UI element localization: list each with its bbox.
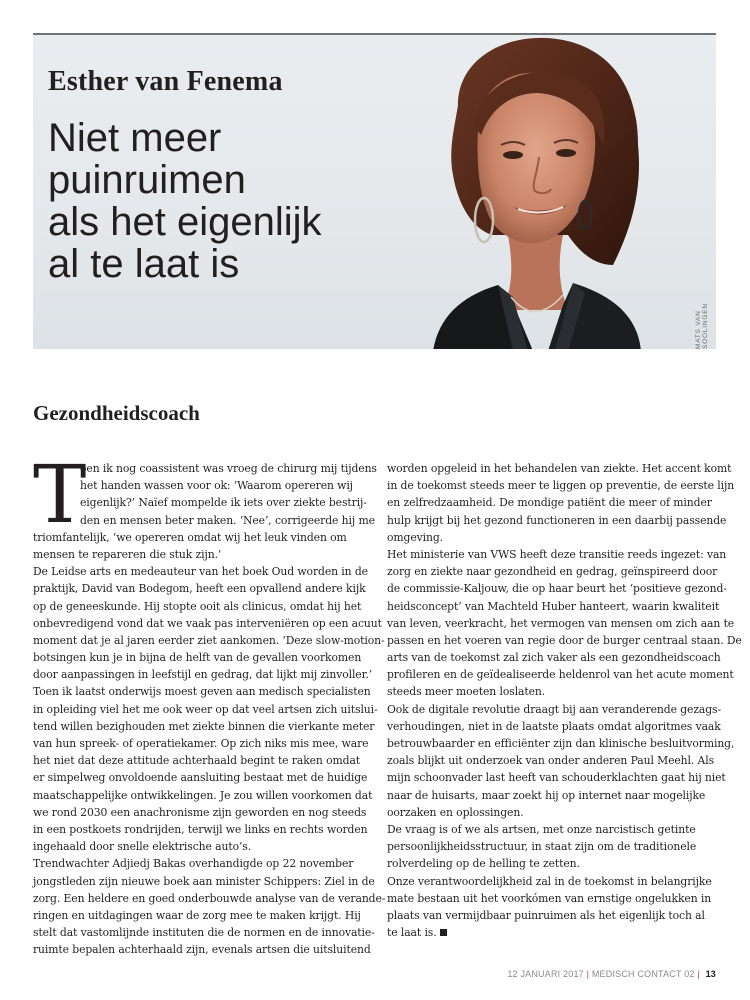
body-line: ruimte bepalen achterhaald zijn, evenals artsen die uitsluitend: [33, 943, 371, 957]
publication-name: MEDISCH CONTACT 02: [591, 969, 695, 979]
last-body-line: [387, 924, 717, 941]
body-line: door aanpassingen in leefstijl en gedrag, dat lijkt mij zinvoller.’: [33, 668, 373, 682]
body-line: er simpelweg onvoldoende aansluiting bestaat met de huidige: [33, 771, 368, 785]
page-footer: [507, 969, 716, 979]
issue-date: 12 JANUARI 2017: [507, 969, 584, 979]
body-line: rolverdeling op de helling te zetten.: [387, 857, 580, 871]
body-line: van leven, veerkracht, het vermogen van mensen om zich aan te: [387, 616, 735, 630]
body-line: Het ministerie van VWS heeft deze transitie reeds ingezet: van: [387, 547, 727, 561]
body-line: maatschappelijke ontwikkelingen. Je zou willen voorkomen dat: [33, 788, 373, 802]
drop-cap: T: [33, 448, 87, 541]
headline: [48, 117, 378, 285]
section-title: Gezondheidscoach: [33, 401, 200, 425]
article-column-left: [33, 448, 386, 958]
body-line: oen ik nog coassistent was vroeg de chirurg mij tijdens: [80, 462, 377, 475]
body-line: worden opgeleid in het behandelen van ziekte. Het accent komt: [387, 462, 732, 475]
article-column-right: [387, 460, 742, 941]
headline-line: Niet meer: [48, 116, 222, 160]
photo-credit: MATS VAN SOOLINGEN: [695, 303, 709, 349]
body-line: zorg en ziekte naar gezondheid en gedrag, geïnspireerd door: [387, 565, 718, 579]
headline-line: al te laat is: [48, 242, 240, 286]
body-line: mensen te repareren die stuk zijn.’: [33, 547, 222, 561]
body-line: praktijk, David van Bodegom, heeft een opvallend andere kijk: [33, 582, 366, 596]
body-line: arts van de toekomst zal zich vaker als een gezondheidscoach: [387, 651, 721, 665]
body-line: Trendwachter Adjiedj Bakas overhandigde op 22 november: [33, 857, 354, 871]
author-portrait: [363, 35, 716, 349]
body-line: ringen en uitdagingen waar de zorg mee te maken krijgt. Hij: [33, 908, 361, 922]
body-line: naar de huisarts, maar zoekt hij op internet naar mogelijke: [387, 788, 706, 802]
headline-line: als het eigenlijk: [48, 200, 322, 244]
footer-separator: |: [697, 969, 700, 979]
body-line: zorg. Een heldere en goed onderbouwde analyse van de verande-: [33, 891, 386, 905]
article-header: [33, 33, 716, 349]
body-line: zoals blijkt uit onderzoek van onder anderen Paul Meehl. Als: [387, 754, 715, 768]
body-line: in opleiding viel het me ook weer op dat veel artsen zich uitslui-: [33, 702, 378, 716]
body-line: botsingen kun je in bijna de helft van de gevallen voorkomen: [33, 651, 362, 665]
footer-separator: |: [586, 969, 590, 979]
body-line: we rond 2030 een anachronisme zijn geworden en nog steeds: [33, 805, 367, 819]
body-line: betrouwbaarder en efficiënter zijn dan klinische besluitvorming,: [387, 737, 735, 750]
body-line: persoonlijkheidsstructuur, in staat zijn om de traditionele: [387, 840, 697, 854]
body-line: heidsconcept’ van Machteld Huber hanteert, waarin kwaliteit: [387, 599, 720, 613]
body-line: jongstleden zijn nieuwe boek aan minister Schippers: Ziel in de: [33, 874, 375, 888]
body-line: mate bestaan uit het voorkómen van ernstige ongelukken in: [387, 891, 712, 905]
body-line: plaats van vermijdbaar puinruimen als het eigenlijk toch al: [387, 908, 705, 922]
body-line: Ook de digitale revolutie draagt bij aan veranderende gezags-: [387, 702, 722, 716]
end-mark-icon: [440, 929, 447, 936]
body-line: oorzaken en oplossingen.: [387, 805, 524, 819]
body-line-text: te laat is.: [387, 926, 437, 940]
body-line: van hun spreek- of operatiekamer. Op zich niks mis mee, ware: [33, 737, 369, 750]
body-line: Onze verantwoordelijkheid zal in de toekomst in belangrijke: [387, 874, 712, 888]
body-line: in de toekomst steeds meer te liggen op preventie, de eerste lijn: [387, 479, 735, 493]
body-line: moment dat je al jaren eerder ziet aankomen. ‘Deze slow-motion-: [33, 633, 385, 647]
body-line: het niet dat deze attitude achterhaald begint te raken omdat: [33, 754, 361, 768]
body-line: onbevredigend vond dat we vaak pas interveniëren op een acuut: [33, 616, 382, 630]
body-line: profileren en de geïdealiseerde heldenrol van het acute moment: [387, 668, 734, 682]
body-line: Toen ik laatst onderwijs moest geven aan medisch specialisten: [33, 685, 371, 699]
body-line: tend willen bezighouden met ziekte binnen die vierkante meter: [33, 719, 375, 733]
body-line: de commissie-Kaljouw, die op haar beurt het ‘positieve gezond-: [387, 582, 727, 596]
body-line: het handen wassen voor ok: ‘Waarom opereren wij: [80, 479, 353, 493]
body-line: triomfantelijk, ‘we opereren omdat wij het leuk vinden om: [33, 530, 347, 544]
headline-line: puinruimen: [48, 158, 246, 202]
body-line: hulp krijgt bij het gezond functioneren in een daarbij passende: [387, 513, 727, 527]
body-line: De Leidse arts en medeauteur van het boek Oud worden in de: [33, 565, 368, 579]
page-number: 13: [705, 969, 716, 979]
body-line: passen en het voeren van regie door de burger centraal staan. De: [387, 633, 742, 647]
body-line: op de geneeskunde. Hij stopte ooit als clinicus, omdat hij het: [33, 599, 362, 613]
body-line: verhoudingen, niet in de laatste plaats omdat algoritmes vaak: [387, 719, 721, 733]
body-line: en zelfredzaamheid. De mondige patiënt die meer of minder: [387, 496, 712, 510]
body-line: in een postkoets rondrijden, terwijl we links en rechts worden: [33, 822, 368, 836]
body-line: steeds meer moeten loslaten.: [387, 685, 546, 699]
body-line: stelt dat vastomlijnde instituten die de normen en de innovatie-: [33, 926, 375, 940]
body-line: eigenlijk?’ Naïef mompelde ik iets over ziekte bestrij-: [80, 496, 367, 510]
author-name: Esther van Fenema: [48, 66, 283, 97]
body-line: mijn schoonvader last heeft van schouderklachten gaat hij niet: [387, 771, 726, 785]
body-line: De vraag is of we als artsen, met onze narcistisch getinte: [387, 822, 696, 836]
body-line: omgeving.: [387, 530, 443, 544]
body-line: ingehaald door snelle elektrische auto’s.: [33, 840, 252, 854]
body-line: den en mensen beter maken. ‘Nee’, corrigeerde hij me: [80, 513, 375, 527]
